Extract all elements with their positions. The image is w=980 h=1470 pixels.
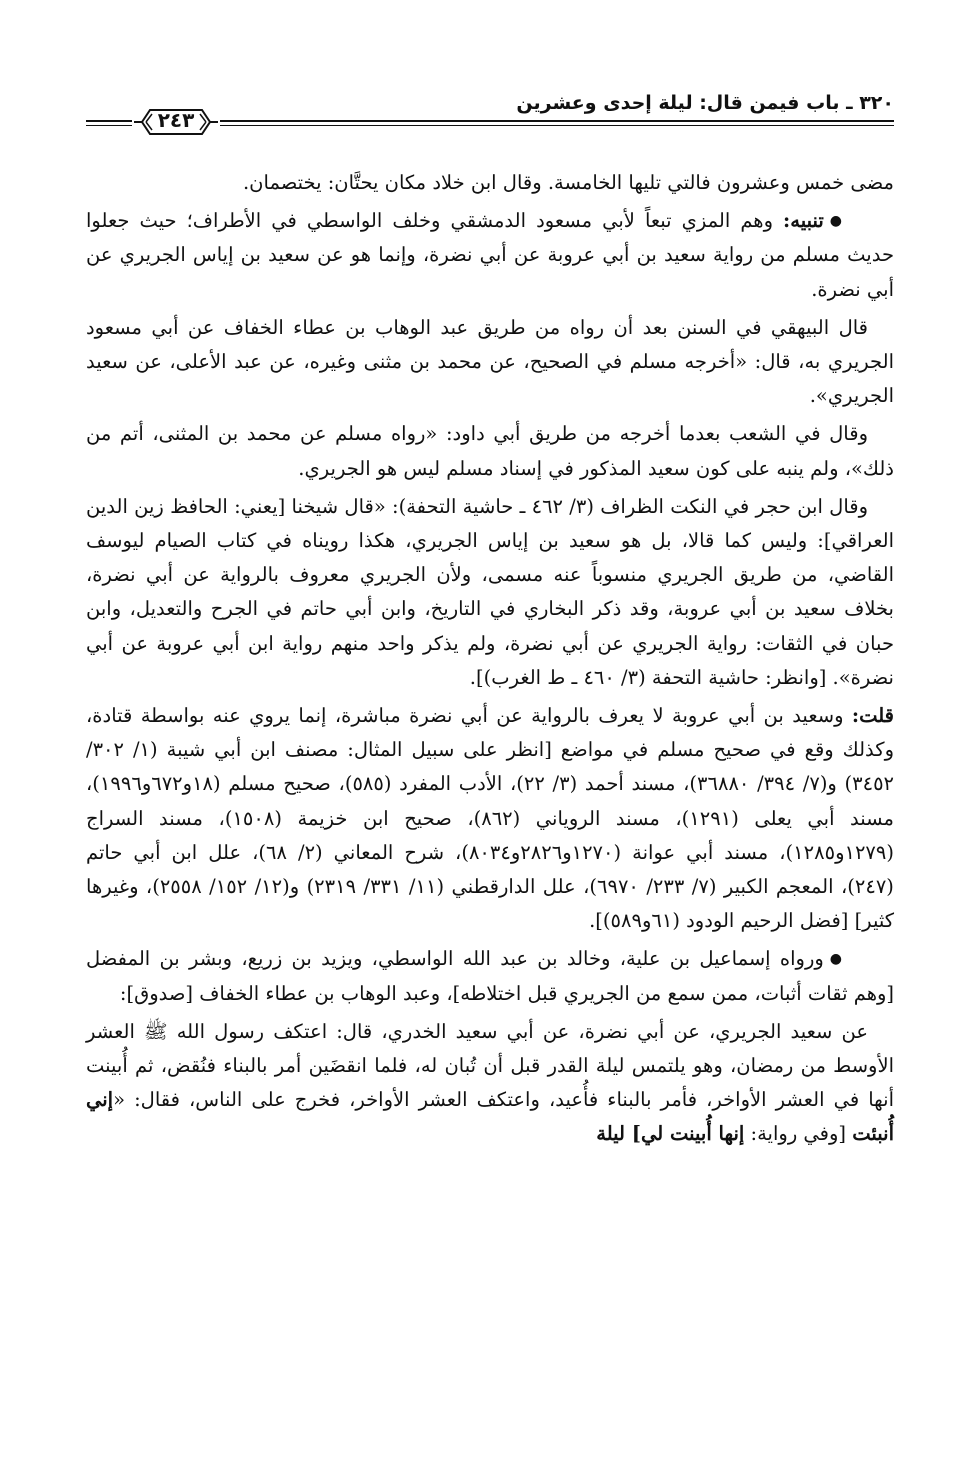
- paragraph-text: ورواه إسماعيل بن علية، وخالد بن عبد الله الواسطي، ويزيد بن زريع، وبشر بن المفضل [وهم ثقات أثبات، ممن سمع من الجريري قبل اختلاطه]، وعبد الوهاب بن عطاء الخفاف [صدوق]:: [86, 947, 894, 1005]
- page-number: ٢٤٣: [157, 108, 195, 132]
- paragraph: [86, 204, 894, 307]
- paragraph: [86, 311, 894, 414]
- paragraph-text: [وفي رواية:: [744, 1122, 853, 1146]
- page-body: [86, 166, 894, 1152]
- paragraph: [86, 490, 894, 695]
- page-number-badge: [132, 104, 220, 140]
- paragraph: [86, 417, 894, 485]
- running-title: ٣٢٠ ـ باب فيمن قال: ليلة إحدى وعشرين: [516, 92, 894, 114]
- paragraph-text: قال البيهقي في السنن بعد أن رواه من طريق عبد الوهاب بن عطاء الخفاف عن أبي مسعود الجريري به، قال: «أخرجه مسلم في الصحيح، عن محمد بن مثنى وغيره، عن عبد الأعلى، عن سعيد الجريري».: [86, 315, 894, 408]
- paragraph: [86, 699, 894, 938]
- page-header: [86, 78, 894, 136]
- paragraph: [86, 166, 894, 200]
- paragraph-text: وسعيد بن أبي عروبة لا يعرف بالرواية عن أبي نضرة مباشرة، إنما يروي عنه بواسطة قتادة، وكذلك وقع في صحيح مسلم في مواضع [انظر على سبيل المثال: مصنف ابن أبي شيبة (١/ ٣٠٢/ ٣٤٥٢) و(٧/ ٣٩٤/ ٣٦٨٨٠)، مسند أحمد (٣/ ٢٢)، الأدب المفرد (٥٨٥)، صحيح مسلم (١٨و٦٧٢و١٩٩٦)، مسند أبي يعلى (١٢٩١)، مسند الروياني (٨٦٢)، صحيح ابن خزيمة (١٥٠٨)، مسند السراج (١٢٧٩و١٢٨٥)، مسند أبي عوانة (١٢٧٠و٢٨٢٦و٨٠٣٤)، شرح المعاني (٢/ ٦٨)، علل ابن أبي حاتم (٢٤٧)، المعجم الكبير (٧/ ٢٣٣/ ٦٩٧٠)، علل الدارقطني (١١/ ٣٣١/ ٢٣١٩) و(١٢/ ١٥٢/ ٢٥٥٨)، وغيرها كثير] [فضل الرحيم الودود (٦١و٥٨٩)].: [86, 704, 895, 933]
- bullet-icon: ●: [829, 213, 842, 230]
- qultu-label: قلت:: [851, 704, 894, 728]
- paragraph: [86, 942, 894, 1010]
- paragraph-text: مضى خمس وعشرون فالتي تليها الخامسة. وقال ابن خلاد مكان يحتَّان: يختصمان.: [242, 171, 894, 194]
- paragraph-text: عن سعيد الجريري، عن أبي نضرة، عن أبي سعيد الخدري، قال: اعتكف رسول الله ﷺ العشر الأوسط من رمضان، وهو يلتمس ليلة القدر قبل أن تُبان له، فلما انقضَين أمر بالبناء فنُقض، ثم أُبينت أنها في العشر الأواخر، فأمر بالبناء فأُعيد، واعتكف العشر الأواخر، فخرج على الناس، فقال: «: [86, 1019, 894, 1112]
- paragraph: [86, 1015, 894, 1152]
- paragraph-text: وقال في الشعب بعدما أخرجه من طريق أبي داود: «رواه مسلم عن محمد بن المثنى، أتم من ذلك»، ولم ينبه على كون سعيد المذكور في إسناد مسلم ليس هو الجريري.: [86, 422, 894, 480]
- paragraph-text: وهم المزي تبعاً لأبي مسعود الدمشقي وخلف الواسطي في الأطراف؛ حيث جعلوا حديث مسلم من رواية سعيد بن أبي عروبة عن أبي نضرة، وإنما هو عن سعيد بن إياس الجريري عن أبي نضرة.: [86, 209, 894, 301]
- hadith-bold: إني أُنبئت: [86, 1088, 894, 1146]
- bullet-icon: ●: [829, 951, 842, 968]
- paragraph-text: وقال ابن حجر في النكت الظراف (٣/ ٤٦٢ ـ حاشية التحفة): «قال شيخنا [يعني: الحافظ زين الدين العراقي]: وليس كما قالا، بل هو سعيد بن إياس الجريري، هكذا رويناه في كتاب الصيام ليوسف القاضي، من طريق الجريري منسوباً عنه مسمى، ولأن الجريري معروف بالرواية عن أبي نضرة، بخلاف سعيد بن أبي عروبة، وقد ذكر البخاري في التاريخ، وابن أبي حاتم في الجرح والتعديل، وابن حبان في الثقات: رواية الجريري عن أبي نضرة، ولم يذكر واحد منهم رواية ابن أبي عروبة عن أبي نضرة». [وانظر: حاشية التحفة (٣/ ٤٦٠ ـ ط الغرب)].: [86, 494, 894, 689]
- book-page: [86, 78, 894, 1418]
- hadith-bold: إنها أُبينت لي] ليلة: [596, 1122, 745, 1146]
- note-label: تنبيه:: [783, 209, 824, 233]
